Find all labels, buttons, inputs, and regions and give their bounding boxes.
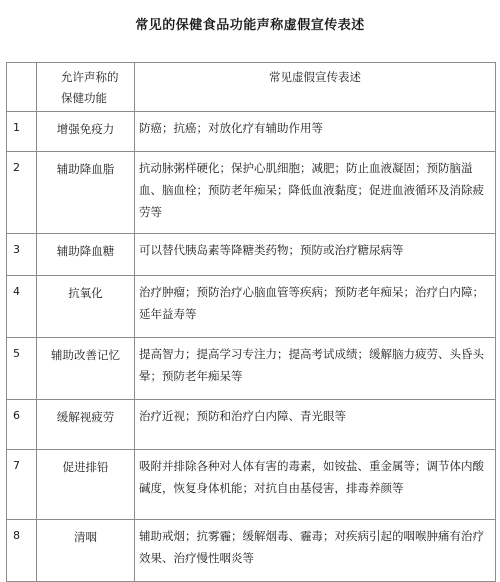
row-number: 3 (7, 234, 37, 276)
row-function: 清咽 (37, 520, 135, 582)
row-function: 辅助降血糖 (37, 234, 135, 276)
row-function: 增强免疫力 (37, 112, 135, 152)
table-header-row (7, 63, 496, 112)
header-function (37, 63, 135, 112)
row-function: 辅助降血脂 (37, 152, 135, 234)
row-number: 4 (7, 276, 37, 338)
row-function: 缓解视疲劳 (37, 400, 135, 450)
row-description: 治疗近视；预防和治疗白内障、青光眼等 (135, 400, 496, 450)
header-description (135, 63, 496, 112)
document-title: 常见的保健食品功能声称虚假宣传表述 (135, 18, 365, 33)
row-number: 2 (7, 152, 37, 234)
row-description: 提高智力；提高学习专注力；提高考试成绩；缓解脑力疲劳、头昏头晕；预防老年痴呆等 (135, 338, 496, 400)
table-row (7, 520, 496, 582)
row-number: 8 (7, 520, 37, 582)
row-number: 5 (7, 338, 37, 400)
table-row (7, 152, 496, 234)
row-description: 辅助戒烟；抗雾霾；缓解烟毒、霾毒；对疾病引起的咽喉肿痛有治疗效果、治疗慢性咽炎等 (135, 520, 496, 582)
table-row (7, 338, 496, 400)
header-function-line1: 允许声称的 (61, 70, 119, 84)
table-row (7, 400, 496, 450)
row-number: 7 (7, 450, 37, 520)
table-row (7, 276, 496, 338)
row-function: 抗氧化 (37, 276, 135, 338)
header-function-line2: 保健功能 (61, 91, 107, 105)
row-description: 治疗肿瘤；预防治疗心脑血管等疾病；预防老年痴呆；治疗白内障；延年益寿等 (135, 276, 496, 338)
health-food-claims-table (6, 62, 496, 582)
header-number (7, 63, 37, 112)
header-description-label: 常见虚假宣传表述 (269, 70, 361, 84)
row-number: 1 (7, 112, 37, 152)
row-description: 抗动脉粥样硬化；保护心肌细胞；减肥；防止血液凝固；预防脑溢血、脑血栓；预防老年痴呆；降低血液黏度；促进血液循环及消除疲劳等 (135, 152, 496, 234)
row-description: 吸附并排除各种对人体有害的毒素，如铵盐、重金属等；调节体内酸碱度，恢复身体机能；对抗自由基侵害，排毒养颜等 (135, 450, 496, 520)
table-row (7, 234, 496, 276)
table-row (7, 112, 496, 152)
row-description: 防癌；抗癌；对放化疗有辅助作用等 (135, 112, 496, 152)
row-description: 可以替代胰岛素等降糖类药物；预防或治疗糖尿病等 (135, 234, 496, 276)
row-function: 促进排铅 (37, 450, 135, 520)
row-function: 辅助改善记忆 (37, 338, 135, 400)
table-row (7, 450, 496, 520)
row-number: 6 (7, 400, 37, 450)
